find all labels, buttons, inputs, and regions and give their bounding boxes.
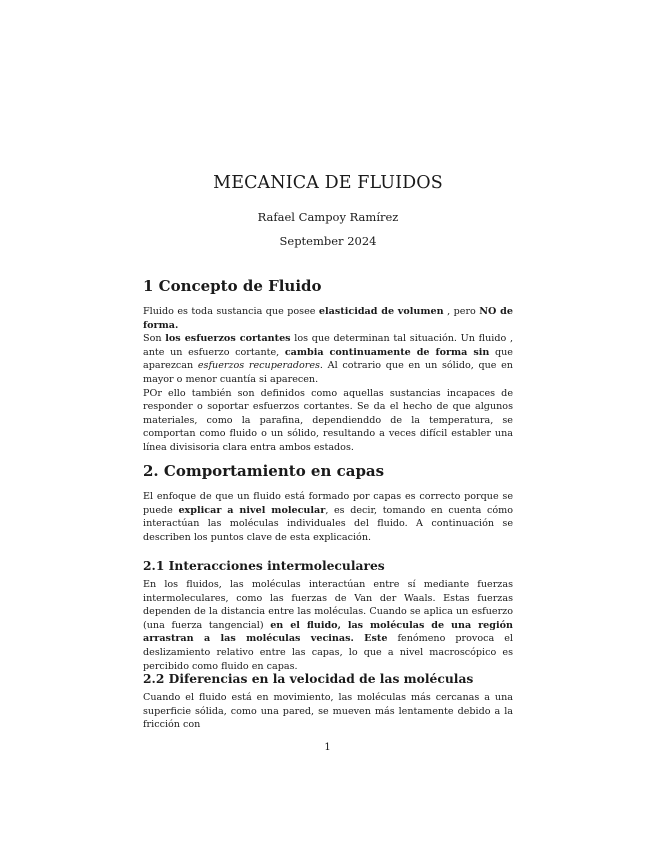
bold-run: elasticidad de volumen [318, 306, 444, 317]
section-1-heading: 1 Concepto de Fluido [143, 277, 322, 295]
text-run: Fluido es toda sustancia que posee [143, 306, 319, 317]
text-run: Son [143, 333, 166, 345]
text-run: fenómeno provoca el deslizamiento relativo entre las capas, lo que a nivel macroscópico es percibido como fluido en capas. [143, 633, 513, 672]
italic-run: esfuerzos recuperadores. [197, 360, 323, 372]
subsection-2-1-heading: 2.1 Interacciones intermoleculares [143, 558, 385, 573]
section-2-paragraph [143, 490, 513, 544]
text-run: Cuando el fluido está en movimiento, las moléculas más cercanas a una superficie sólida, como una pared, se mueven más lentamente debido a la fricción con [143, 692, 513, 731]
section-2-body [143, 490, 513, 544]
text-run: , es decir, tomando en cuenta cómo interactúan las moléculas individuales del fluido. A continuación se describen los puntos clave de esta explicación. [143, 504, 513, 543]
document-date: September 2024 [279, 234, 377, 248]
section-2-heading: 2. Comportamiento en capas [143, 462, 385, 480]
bold-run: cambia continuamente de forma sin [284, 346, 490, 358]
text-run: , pero [443, 306, 480, 317]
text-run: El enfoque de que un fluido está formado por capas es correcto porque se puede [143, 491, 513, 516]
text-run: POr ello también son definidos como aquellas sustancias incapaces de responder o soportar esfuerzos cortantes. Se da el hecho de que algunos materiales, como la parafina, dependienddo de la temperatura, se comportan como fluido o un sólido, resultando a veces difícil establer una línea divisisoria clara entra ambos estados. [143, 387, 513, 453]
subsection-2-1-body [143, 578, 513, 673]
text-run: los que determinan tal situación. Un fluido , ante un esfuerzo cortante, [143, 333, 513, 358]
section-1-paragraph [143, 305, 513, 455]
bold-run: en el fluido, las moléculas de una región arrastran a las moléculas vecinas. Este [143, 619, 513, 645]
subsection-2-2-heading: 2.2 Diferencias en la velocidad de las moléculas [143, 671, 474, 686]
document-author: Rafael Campoy Ramírez [257, 210, 399, 224]
text-run: Al cotrario que en un sólido, que en mayor o menor cuantía si aparecen. [143, 360, 513, 385]
document-title: MECANICA DE FLUIDOS [213, 173, 443, 193]
section-1-body [143, 305, 513, 455]
bold-run: explicar a nivel molecular [178, 504, 326, 516]
subsection-2-1-paragraph [143, 578, 513, 673]
text-run: que aparezcan [143, 346, 513, 372]
subsection-2-2-paragraph [143, 691, 513, 732]
bold-run: los esfuerzos cortantes [165, 333, 291, 345]
subsection-2-2-body [143, 691, 513, 732]
text-run: En los fluidos, las moléculas interactúan entre sí mediante fuerzas intermoleculares, como las fuerzas de Van der Waals. Estas fuerzas dependen de la distancia entre las moléculas. Cuando se aplica un esfuerzo (una fuerza tangencial) [143, 579, 513, 631]
bold-run: NO de forma. [143, 306, 513, 331]
page-number: 1 [324, 742, 331, 753]
